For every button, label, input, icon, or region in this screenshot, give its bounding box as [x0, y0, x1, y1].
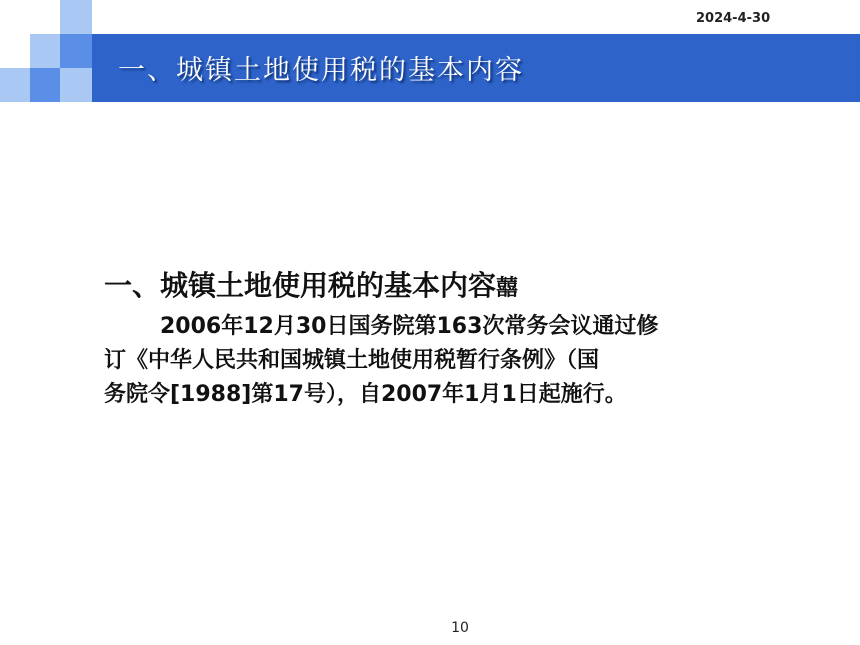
paragraph-line: 务院令[1988]第17号），自2007年1月1日起施行。 [104, 382, 627, 407]
slide-date: 2024-4-30 [696, 11, 771, 26]
decor-square-2 [30, 34, 60, 68]
decor-square-3 [60, 34, 92, 68]
decor-square-1 [60, 0, 92, 34]
page-number: 10 [451, 620, 469, 636]
section-heading-tail: 囍 [496, 276, 519, 301]
body-paragraph [104, 310, 768, 412]
paragraph-line: 2006年12月30日国务院第163次常务会议通过修 [160, 314, 659, 339]
decor-square-6 [60, 68, 92, 102]
decor-square-5 [30, 68, 60, 102]
paragraph-line: 订《中华人民共和国城镇土地使用税暂行条例》（国 [104, 348, 600, 373]
section-heading [104, 264, 518, 304]
section-heading-text: 一、城镇土地使用税的基本内容 [104, 269, 497, 302]
slide-title: 一、城镇土地使用税的基本内容 [118, 55, 524, 86]
decor-square-4 [0, 68, 30, 102]
